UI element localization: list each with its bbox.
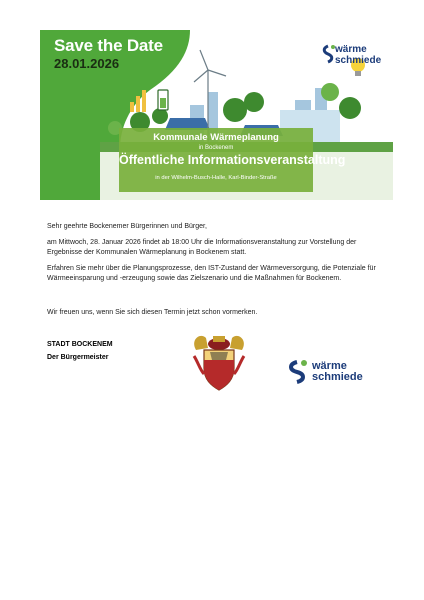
letter-paragraph-2: Erfahren Sie mehr über die Planungsprozesse, den IST-Zustand der Wärmeversorgung, die Potenziale für Wärmeeinsparung und -erzeugung sowie das Zielszenario und die Maßnahmen für Bockenem. <box>47 265 376 282</box>
logo-word-waerme: wärme <box>335 44 367 55</box>
logo-word-schmiede: schmiede <box>335 55 382 66</box>
waermeschmiede-logo-icon <box>285 359 309 385</box>
signature-role: Der Bürgermeister <box>47 354 109 361</box>
event-town: in Bockenem <box>198 145 234 151</box>
logo-word-schmiede: schmiede <box>312 371 363 383</box>
event-info-box <box>119 128 346 192</box>
logo-word-waerme: wärme <box>312 360 347 372</box>
town-coat-of-arms <box>188 330 250 392</box>
event-banner <box>40 30 393 200</box>
event-name: Öffentliche Informationsveranstaltung <box>119 153 346 167</box>
event-location: in der Wilhelm-Busch-Halle, Karl-Binder-Straße <box>155 175 277 181</box>
waermeschmiede-logo <box>320 42 386 78</box>
waermeschmiede-logo-icon <box>320 44 336 66</box>
event-topic: Kommunale Wärmeplanung <box>153 132 279 143</box>
waermeschmiede-logo-footer <box>285 357 375 387</box>
letter-paragraph-1: am Mittwoch, 28. Januar 2026 findet ab 18:00 Uhr die Informationsveranstaltung zur Vorstellung der Ergebnisse der Kommunalen Wärmeplanung in Bockenem statt. <box>47 239 357 256</box>
letter-greeting: Sehr geehrte Bockenemer Bürgerinnen und Bürger, <box>47 223 207 230</box>
save-the-date-title: Save the Date <box>54 36 163 55</box>
event-date: 28.01.2026 <box>54 56 120 71</box>
signature-organisation: STADT BOCKENEM <box>47 341 113 348</box>
letter-paragraph-3: Wir freuen uns, wenn Sie sich diesen Termin jetzt schon vormerken. <box>47 309 258 316</box>
